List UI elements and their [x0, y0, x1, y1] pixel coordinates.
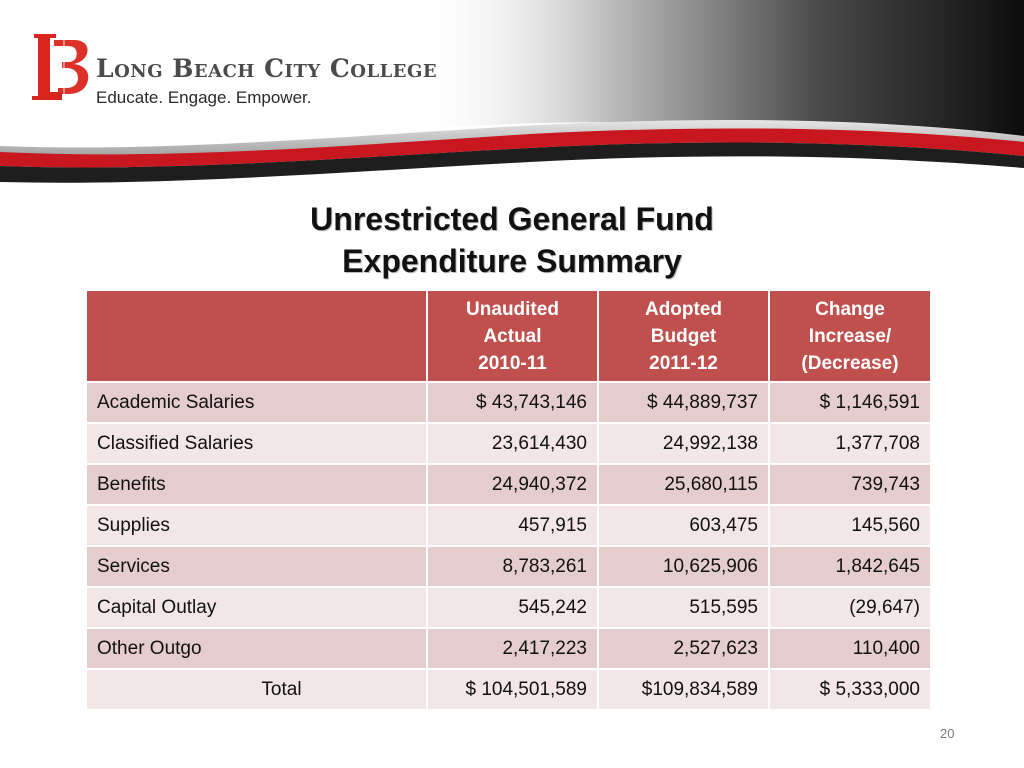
row-actual: 2,417,223 — [427, 628, 598, 669]
institution-name: Long Beach City College — [96, 54, 438, 83]
table-row — [86, 546, 931, 587]
row-change: $ 1,146,591 — [769, 382, 931, 423]
row-change: 145,560 — [769, 505, 931, 546]
row-actual: 23,614,430 — [427, 423, 598, 464]
table-header-row — [86, 290, 931, 382]
row-change: 739,743 — [769, 464, 931, 505]
row-label: Capital Outlay — [86, 587, 427, 628]
header-change-line1: Change — [815, 298, 885, 320]
row-actual: 545,242 — [427, 587, 598, 628]
slide-title-line-2: Expenditure Summary — [342, 243, 682, 279]
row-label: Academic Salaries — [86, 382, 427, 423]
row-label: Supplies — [86, 505, 427, 546]
header-change-line3: (Decrease) — [801, 352, 899, 374]
header-actual-line2: Actual — [483, 325, 542, 347]
total-label: Total — [86, 669, 427, 710]
row-actual: 8,783,261 — [427, 546, 598, 587]
row-budget: $ 44,889,737 — [598, 382, 769, 423]
row-actual: 24,940,372 — [427, 464, 598, 505]
slide-title — [0, 198, 1024, 282]
header-cell-category — [86, 290, 427, 382]
row-budget: 603,475 — [598, 505, 769, 546]
table-row — [86, 464, 931, 505]
row-actual: 457,915 — [427, 505, 598, 546]
header-cell-change — [769, 290, 931, 382]
row-change: (29,647) — [769, 587, 931, 628]
row-label: Benefits — [86, 464, 427, 505]
page-number: 20 — [940, 726, 955, 741]
header-cell-actual — [427, 290, 598, 382]
slide-title-line-1: Unrestricted General Fund — [310, 201, 714, 237]
row-change: 1,377,708 — [769, 423, 931, 464]
row-label: Services — [86, 546, 427, 587]
table-row — [86, 423, 931, 464]
row-label: Other Outgo — [86, 628, 427, 669]
header-actual-line1: Unaudited — [466, 298, 559, 320]
header-actual-line3: 2010-11 — [478, 352, 547, 374]
total-change: $ 5,333,000 — [769, 669, 931, 710]
header-budget-line1: Adopted — [644, 298, 723, 320]
row-budget: 25,680,115 — [598, 464, 769, 505]
institution-tagline: Educate. Engage. Empower. — [96, 88, 312, 107]
header-budget-line2: Budget — [650, 325, 717, 347]
expenditure-summary-table — [85, 289, 932, 711]
table-row — [86, 587, 931, 628]
row-change: 110,400 — [769, 628, 931, 669]
row-budget: 2,527,623 — [598, 628, 769, 669]
lb-monogram-icon — [28, 30, 92, 106]
row-label: Classified Salaries — [86, 423, 427, 464]
row-budget: 24,992,138 — [598, 423, 769, 464]
table-row — [86, 628, 931, 669]
row-actual: $ 43,743,146 — [427, 382, 598, 423]
college-logo — [28, 30, 498, 110]
table-total-row — [86, 669, 931, 710]
total-actual: $ 104,501,589 — [427, 669, 598, 710]
table-row — [86, 382, 931, 423]
header-band — [0, 0, 1024, 190]
header-budget-line3: 2011-12 — [649, 352, 718, 374]
row-budget: 10,625,906 — [598, 546, 769, 587]
total-budget: $109,834,589 — [598, 669, 769, 710]
row-change: 1,842,645 — [769, 546, 931, 587]
header-change-line2: Increase/ — [808, 325, 892, 347]
header-cell-budget — [598, 290, 769, 382]
row-budget: 515,595 — [598, 587, 769, 628]
table-row — [86, 505, 931, 546]
